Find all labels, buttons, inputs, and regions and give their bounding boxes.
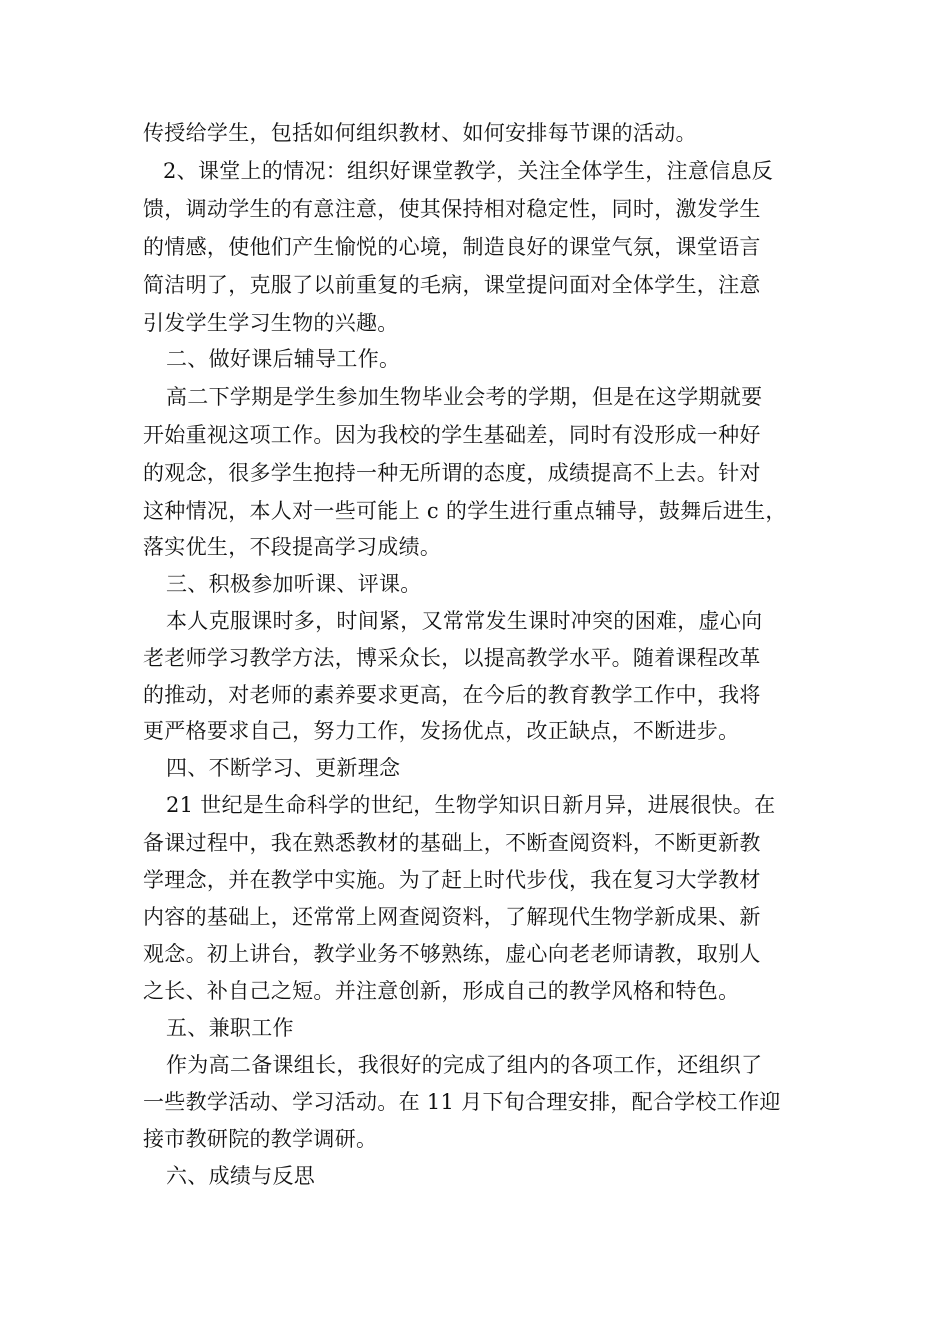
text-line: 作为高二备课组长，我很好的完成了组内的各项工作，还组织了	[166, 1053, 763, 1077]
text-line: 开始重视这项工作。因为我校的学生基础差，同时有没形成一种好	[143, 423, 761, 447]
text-line: 的推动，对老师的素养要求更高，在今后的教育教学工作中，我将	[143, 683, 761, 707]
text-line: 本人克服课时多，时间紧，又常常发生课时冲突的困难，虚心向	[166, 609, 763, 633]
text-line: 馈，调动学生的有意注意，使其保持相对稳定性，同时，激发学生	[143, 197, 761, 221]
section-heading: 三、积极参加听课、评课。	[166, 572, 422, 596]
text-line: 内容的基础上，还常常上网查阅资料，了解现代生物学新成果、新	[143, 905, 761, 929]
text-line: 学理念，并在教学中实施。为了赶上时代步伐，我在复习大学教材	[143, 868, 761, 892]
text-line: 观念。初上讲台，教学业务不够熟练，虚心向老老师请教，取别人	[143, 942, 761, 966]
text-line: 的情感，使他们产生愉悦的心境，制造良好的课堂气氛，课堂语言	[143, 235, 761, 259]
text-line: 高二下学期是学生参加生物毕业会考的学期，但是在这学期就要	[166, 385, 763, 409]
text-line: 的观念，很多学生抱持一种无所谓的态度，成绩提高不上去。针对	[143, 461, 761, 485]
section-heading: 六、成绩与反思	[166, 1164, 316, 1188]
text-line: 2、课堂上的情况：组织好课堂教学，关注全体学生，注意信息反	[163, 159, 774, 183]
text-line: 引发学生学习生物的兴趣。	[143, 311, 399, 335]
text-line: 传授给学生，包括如何组织教材、如何安排每节课的活动。	[143, 121, 697, 145]
text-line: 之长、补自己之短。并注意创新，形成自己的教学风格和特色。	[143, 979, 740, 1003]
text-line: 落实优生，不段提高学习成绩。	[143, 535, 442, 559]
text-line: 更严格要求自己，努力工作，发扬优点，改正缺点，不断进步。	[143, 719, 740, 743]
section-heading: 二、做好课后辅导工作。	[166, 347, 401, 371]
text-line: 接市教研院的教学调研。	[143, 1127, 378, 1151]
text-line: 这种情况，本人对一些可能上 c 的学生进行重点辅导，鼓舞后进生，	[143, 499, 787, 523]
text-line: 简洁明了，克服了以前重复的毛病，课堂提问面对全体学生，注意	[143, 273, 761, 297]
section-heading: 四、不断学习、更新理念	[166, 756, 401, 780]
text-line: 一些教学活动、学习活动。在 11 月下旬合理安排，配合学校工作迎	[143, 1090, 781, 1114]
section-heading: 五、兼职工作	[166, 1016, 294, 1040]
text-line: 老老师学习教学方法，博采众长，以提高教学水平。随着课程改革	[143, 646, 761, 670]
text-line: 备课过程中，我在熟悉教材的基础上，不断查阅资料，不断更新教	[143, 831, 761, 855]
text-line: 21 世纪是生命科学的世纪，生物学知识日新月异，进展很快。在	[166, 793, 776, 817]
